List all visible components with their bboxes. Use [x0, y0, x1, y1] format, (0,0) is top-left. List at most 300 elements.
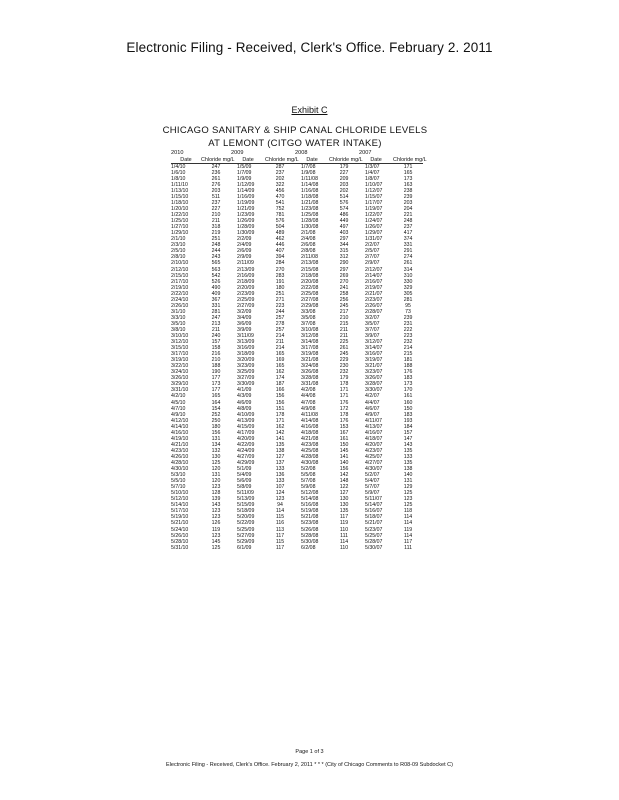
date-cell: 5/12/10 — [171, 496, 189, 503]
chloride-cell: 315 — [339, 248, 349, 255]
chloride-cell: 130 — [211, 453, 221, 460]
chloride-cell: 232 — [403, 339, 413, 346]
chloride-cell: 752 — [275, 206, 285, 213]
date-cell: 4/9/07 — [365, 411, 380, 418]
date-cell: 5/10/10 — [171, 490, 189, 497]
chloride-cell: 139 — [211, 496, 221, 503]
page-number: Page 1 of 3 — [295, 749, 324, 755]
date-cell: 5/5/10 — [171, 478, 186, 485]
chloride-cell: 135 — [403, 447, 413, 454]
chloride-cell: 511 — [211, 193, 221, 200]
date-cell: 2/22/10 — [171, 290, 189, 297]
chloride-cell: 156 — [275, 399, 285, 406]
date-cell: 5/17/10 — [171, 508, 189, 515]
chloride-cell: 179 — [339, 375, 349, 382]
date-cell: 4/3/09 — [237, 393, 252, 400]
date-cell: 4/27/09 — [237, 453, 255, 460]
date-cell: 3/30/09 — [237, 381, 255, 388]
chloride-cell: 114 — [403, 514, 413, 521]
chloride-cell: 176 — [339, 417, 349, 424]
chloride-cell: 127 — [275, 453, 285, 460]
date-cell: 2/7/07 — [365, 254, 380, 261]
chloride-cell: 143 — [211, 502, 221, 509]
date-cell: 4/30/10 — [171, 466, 189, 473]
chloride-cell: 417 — [403, 230, 413, 237]
chloride-cell: 210 — [339, 314, 349, 321]
chloride-cell: 193 — [403, 417, 413, 424]
chloride-cell: 163 — [403, 181, 413, 188]
chloride-cell: 125 — [403, 502, 413, 509]
date-cell: 1/22/07 — [365, 212, 383, 219]
col-chloride-2008: Chloride mg/L — [329, 156, 363, 163]
chloride-cell: 240 — [211, 333, 221, 340]
chloride-cell: 110 — [339, 526, 349, 533]
date-cell: 3/7/08 — [301, 320, 316, 327]
chloride-cell: 123 — [275, 496, 285, 503]
date-cell: 3/6/09 — [237, 320, 252, 327]
date-cell: 1/4/10 — [171, 163, 186, 170]
date-cell: 2/15/10 — [171, 272, 189, 279]
date-cell: 5/14/10 — [171, 502, 189, 509]
chloride-cell: 129 — [403, 484, 413, 491]
date-cell: 4/18/07 — [365, 435, 383, 442]
date-cell: 5/6/09 — [237, 478, 252, 485]
date-cell: 5/5/08 — [301, 472, 316, 479]
col-date-2010: Date — [180, 156, 192, 163]
date-cell: 4/18/08 — [301, 429, 319, 436]
chloride-cell: 229 — [339, 357, 349, 364]
date-cell: 5/20/09 — [237, 514, 255, 521]
date-cell: 4/14/10 — [171, 423, 189, 430]
date-cell: 2/16/09 — [237, 272, 255, 279]
chloride-cell: 322 — [275, 181, 285, 188]
date-cell: 3/24/08 — [301, 363, 319, 370]
date-cell: 5/11/09 — [237, 490, 254, 497]
chloride-cell: 131 — [211, 472, 221, 479]
chloride-cell: 173 — [403, 381, 413, 388]
date-cell: 2/21/07 — [365, 290, 383, 297]
date-cell: 3/13/09 — [237, 339, 255, 346]
date-cell: 1/13/10 — [171, 187, 189, 194]
date-cell: 3/12/10 — [171, 339, 189, 346]
chloride-cell: 291 — [403, 248, 413, 255]
date-cell: 4/23/10 — [171, 447, 189, 454]
date-cell: 4/25/07 — [365, 453, 383, 460]
chloride-cell: 576 — [275, 218, 285, 225]
date-cell: 2/18/09 — [237, 278, 255, 285]
date-cell: 1/23/09 — [237, 212, 255, 219]
date-cell: 2/22/08 — [301, 284, 319, 291]
chloride-cell: 278 — [275, 320, 285, 327]
chloride-cell: 156 — [339, 466, 349, 473]
chloride-cell: 147 — [403, 435, 413, 442]
date-cell: 4/16/08 — [301, 423, 319, 430]
date-cell: 3/12/08 — [301, 333, 319, 340]
date-cell: 2/15/08 — [301, 266, 319, 273]
date-cell: 4/27/07 — [365, 460, 383, 466]
date-cell: 2/5/10 — [171, 248, 186, 255]
date-cell: 5/2/08 — [301, 466, 316, 473]
date-cell: 4/2/07 — [365, 393, 380, 400]
chloride-cell: 227 — [339, 169, 349, 176]
chloride-cell: 180 — [211, 423, 221, 430]
date-cell: 3/28/07 — [365, 381, 383, 388]
date-cell: 4/6/07 — [365, 405, 380, 412]
date-cell: 2/17/10 — [171, 278, 189, 285]
col-date-2008: Date — [306, 156, 318, 163]
chloride-cell: 184 — [403, 423, 413, 430]
date-cell: 3/21/08 — [301, 357, 319, 364]
chloride-cell: 331 — [211, 302, 221, 309]
date-cell: 1/11/10 — [171, 181, 188, 188]
date-cell: 4/16/07 — [365, 429, 383, 436]
chloride-cell: 178 — [275, 411, 285, 418]
chloride-cell: 123 — [211, 508, 221, 515]
exhibit-label: Exhibit C — [291, 105, 328, 115]
date-cell: 3/10/10 — [171, 333, 189, 340]
chloride-cell: 248 — [211, 242, 221, 249]
chloride-cell: 781 — [275, 212, 285, 219]
chloride-cell: 183 — [403, 411, 413, 418]
chloride-cell: 125 — [211, 544, 221, 551]
chloride-cell: 156 — [211, 429, 221, 436]
date-cell: 5/8/09 — [237, 484, 252, 491]
date-cell: 1/4/07 — [365, 169, 380, 176]
date-cell: 5/31/10 — [171, 544, 189, 551]
chloride-cell: 245 — [339, 302, 349, 309]
chloride-cell: 162 — [275, 423, 285, 430]
chloride-cell: 126 — [211, 520, 221, 527]
chloride-cell: 123 — [211, 484, 221, 491]
date-cell: 3/28/08 — [301, 375, 319, 382]
chloride-cell: 171 — [275, 417, 285, 424]
chloride-cell: 111 — [340, 532, 348, 539]
date-cell: 5/27/09 — [237, 532, 255, 539]
chloride-cell: 563 — [211, 266, 221, 273]
col-chloride-2009: Chloride mg/L — [265, 156, 299, 163]
chloride-cell: 134 — [211, 441, 221, 448]
chloride-cell: 271 — [275, 296, 285, 303]
chloride-cell: 165 — [275, 363, 285, 370]
chloride-cell: 211 — [339, 333, 349, 340]
date-cell: 4/7/10 — [171, 405, 186, 412]
chloride-cell: 204 — [403, 206, 413, 213]
chloride-cell: 120 — [211, 478, 221, 485]
chloride-cell: 248 — [403, 218, 413, 225]
date-cell: 4/2/10 — [171, 393, 186, 400]
chloride-cell: 374 — [403, 236, 413, 243]
chloride-cell: 119 — [403, 526, 413, 533]
chloride-cell: 142 — [275, 429, 285, 436]
date-cell: 2/2/09 — [237, 236, 252, 243]
chloride-cell: 244 — [275, 308, 285, 315]
table-title — [160, 124, 430, 150]
chloride-cell: 136 — [275, 472, 285, 479]
chloride-cell: 160 — [403, 399, 413, 406]
chloride-cell: 211 — [211, 218, 221, 225]
chloride-cell: 284 — [275, 260, 285, 267]
date-cell: 2/1/10 — [171, 236, 186, 243]
chloride-cell: 138 — [403, 466, 413, 473]
date-cell: 4/25/08 — [301, 447, 319, 454]
chloride-cell: 115 — [275, 538, 285, 545]
date-cell: 1/11/08 — [301, 175, 318, 182]
date-cell: 5/24/10 — [171, 526, 189, 533]
date-cell: 4/29/09 — [237, 460, 255, 466]
date-cell: 2/4/08 — [301, 236, 316, 243]
chloride-cell: 409 — [211, 290, 221, 297]
date-cell: 5/14/07 — [365, 502, 383, 509]
date-cell: 1/27/10 — [171, 224, 189, 231]
date-cell: 5/30/07 — [365, 544, 383, 551]
date-cell: 4/11/07 — [365, 417, 382, 424]
date-cell: 5/16/07 — [365, 508, 383, 515]
date-cell: 3/26/07 — [365, 375, 383, 382]
date-cell: 2/8/08 — [301, 248, 316, 255]
date-cell: 4/28/08 — [301, 453, 319, 460]
chloride-cell: 176 — [339, 399, 349, 406]
date-cell: 5/4/07 — [365, 478, 380, 485]
date-cell: 5/11/07 — [365, 496, 382, 503]
date-cell: 4/20/09 — [237, 435, 255, 442]
chloride-cell: 137 — [275, 460, 285, 466]
chloride-cell: 130 — [339, 502, 349, 509]
chloride-cell: 283 — [275, 272, 285, 279]
chloride-cell: 223 — [275, 302, 285, 309]
date-cell: 3/12/07 — [365, 339, 383, 346]
date-cell: 1/29/07 — [365, 230, 383, 237]
chloride-cell: 171 — [339, 387, 349, 394]
chloride-cell: 138 — [275, 447, 285, 454]
chloride-cell: 95 — [405, 302, 411, 309]
chloride-cell: 210 — [211, 212, 221, 219]
date-cell: 2/27/08 — [301, 296, 319, 303]
date-cell: 3/15/10 — [171, 345, 189, 352]
date-cell: 2/18/08 — [301, 272, 319, 279]
date-cell: 3/3/08 — [301, 308, 316, 315]
date-cell: 3/17/10 — [171, 351, 189, 358]
chloride-cell: 202 — [339, 187, 349, 194]
chloride-cell: 231 — [403, 320, 413, 327]
chloride-cell: 213 — [211, 320, 221, 327]
chloride-cell: 94 — [277, 502, 283, 509]
chloride-cell: 148 — [339, 478, 349, 485]
date-cell: 5/18/09 — [237, 508, 255, 515]
date-cell: 5/25/07 — [365, 532, 383, 539]
date-cell: 3/14/07 — [365, 345, 383, 352]
chloride-cell: 222 — [403, 326, 413, 333]
chloride-cell: 297 — [339, 236, 349, 243]
chloride-cell: 403 — [339, 230, 349, 237]
date-cell: 1/5/09 — [237, 163, 252, 170]
date-cell: 4/10/09 — [237, 411, 255, 418]
chloride-cell: 290 — [339, 260, 349, 267]
chloride-cell: 135 — [339, 508, 349, 515]
chloride-cell: 215 — [339, 320, 349, 327]
chloride-cell: 243 — [211, 254, 221, 261]
chloride-cell: 145 — [211, 538, 221, 545]
chloride-cell: 270 — [339, 278, 349, 285]
date-cell: 3/16/07 — [365, 351, 383, 358]
date-cell: 4/24/09 — [237, 447, 255, 454]
date-cell: 5/23/07 — [365, 526, 383, 533]
chloride-cell: 123 — [211, 532, 221, 539]
date-cell: 4/15/09 — [237, 423, 255, 430]
chloride-cell: 274 — [403, 254, 413, 261]
chloride-cell: 310 — [403, 272, 413, 279]
chloride-cell: 107 — [275, 484, 285, 491]
chloride-cell: 161 — [403, 393, 413, 400]
date-cell: 1/12/07 — [365, 187, 383, 194]
date-cell: 2/5/07 — [365, 248, 380, 255]
chloride-cell: 131 — [211, 435, 221, 442]
date-cell: 4/21/10 — [171, 441, 189, 448]
date-cell: 5/16/08 — [301, 502, 319, 509]
date-cell: 3/19/07 — [365, 357, 383, 364]
chloride-cell: 111 — [404, 544, 412, 551]
chloride-cell: 117 — [275, 544, 285, 551]
date-cell: 2/3/10 — [171, 242, 186, 249]
chloride-cell: 154 — [211, 405, 221, 412]
chloride-cell: 178 — [339, 411, 349, 418]
date-cell: 5/7/07 — [365, 484, 380, 491]
chloride-cell: 123 — [211, 514, 221, 521]
chloride-cell: 449 — [339, 218, 349, 225]
chloride-cell: 115 — [275, 514, 285, 521]
date-cell: 4/6/09 — [237, 399, 252, 406]
chloride-cell: 225 — [339, 339, 349, 346]
date-cell: 3/21/07 — [365, 363, 383, 370]
chloride-cell: 125 — [211, 460, 221, 466]
date-cell: 2/24/10 — [171, 296, 189, 303]
date-cell: 2/25/09 — [237, 296, 255, 303]
chloride-cell: 188 — [211, 363, 221, 370]
date-cell: 4/28/10 — [171, 460, 189, 466]
col-chloride-2010: Chloride mg/L — [201, 156, 235, 163]
date-cell: 1/22/10 — [171, 212, 189, 219]
date-cell: 5/26/08 — [301, 526, 319, 533]
chloride-cell: 312 — [339, 254, 349, 261]
date-cell: 3/22/10 — [171, 363, 189, 370]
chloride-cell: 216 — [211, 351, 221, 358]
date-cell: 4/9/08 — [301, 405, 316, 412]
chloride-cell: 150 — [403, 405, 413, 412]
date-cell: 4/8/09 — [237, 405, 252, 412]
chloride-cell: 329 — [403, 284, 413, 291]
chloride-cell: 203 — [403, 199, 413, 206]
chloride-cell: 251 — [275, 290, 285, 297]
chloride-cell: 123 — [403, 496, 413, 503]
date-cell: 2/2/07 — [365, 242, 380, 249]
date-cell: 2/4/09 — [237, 242, 252, 249]
date-cell: 3/5/10 — [171, 320, 186, 327]
chloride-cell: 236 — [211, 169, 221, 176]
date-cell: 4/9/10 — [171, 411, 186, 418]
date-cell: 5/7/10 — [171, 484, 186, 491]
date-cell: 3/31/08 — [301, 381, 319, 388]
chloride-cell: 470 — [275, 193, 285, 200]
chloride-cell: 344 — [339, 242, 349, 249]
chloride-cell: 270 — [275, 266, 285, 273]
chloride-cell: 171 — [403, 163, 413, 170]
date-cell: 5/21/10 — [171, 520, 189, 527]
chloride-cell: 113 — [275, 526, 285, 533]
chloride-cell: 179 — [339, 163, 349, 170]
date-cell: 1/30/08 — [301, 224, 319, 231]
chloride-cell: 257 — [275, 314, 285, 321]
chloride-cell: 223 — [403, 333, 413, 340]
date-cell: 2/12/07 — [365, 266, 383, 273]
date-cell: 1/21/09 — [237, 206, 255, 213]
title-line-1: CHICAGO SANITARY & SHIP CANAL CHLORIDE LEVELS — [162, 125, 428, 136]
date-cell: 5/28/10 — [171, 538, 189, 545]
chloride-cell: 211 — [211, 326, 221, 333]
date-cell: 3/26/08 — [301, 369, 319, 376]
chloride-cell: 190 — [211, 369, 221, 376]
chloride-cell: 135 — [275, 441, 285, 448]
date-cell: 3/8/10 — [171, 326, 186, 333]
chloride-cell: 287 — [275, 163, 285, 170]
chloride-cell: 165 — [211, 393, 221, 400]
chloride-cell: 241 — [339, 284, 349, 291]
date-cell: 4/23/07 — [365, 447, 383, 454]
chloride-cell: 161 — [339, 435, 349, 442]
chloride-cell: 171 — [339, 393, 349, 400]
date-cell: 4/17/09 — [237, 429, 255, 436]
chloride-cell: 219 — [211, 230, 221, 237]
chloride-cell: 122 — [339, 484, 349, 491]
date-cell: 4/23/08 — [301, 441, 319, 448]
col-date-2007: Date — [370, 156, 382, 163]
chloride-cell: 151 — [275, 405, 285, 412]
date-cell: 5/28/08 — [301, 532, 319, 539]
date-cell: 3/18/09 — [237, 351, 255, 358]
date-cell: 1/14/08 — [301, 181, 319, 188]
year-2007: 2007 — [359, 150, 372, 156]
date-cell: 4/2/08 — [301, 387, 316, 394]
date-cell: 5/19/08 — [301, 508, 319, 515]
chloride-cell: 257 — [275, 326, 285, 333]
date-cell: 1/19/07 — [365, 206, 383, 213]
date-cell: 4/20/07 — [365, 441, 383, 448]
chloride-cell: 245 — [339, 351, 349, 358]
date-cell: 5/30/08 — [301, 538, 319, 545]
chloride-cell: 318 — [211, 224, 221, 231]
date-cell: 3/19/08 — [301, 351, 319, 358]
chloride-cell: 514 — [339, 193, 349, 200]
date-cell: 3/4/09 — [237, 314, 252, 321]
chloride-cell: 490 — [211, 284, 221, 291]
date-cell: 2/19/07 — [365, 284, 383, 291]
chloride-cell: 174 — [275, 375, 285, 382]
chloride-cell: 173 — [211, 381, 221, 388]
chloride-cell: 127 — [339, 490, 349, 497]
chloride-cell: 131 — [403, 478, 413, 485]
date-cell: 3/23/09 — [237, 363, 255, 370]
date-cell: 1/19/09 — [237, 199, 255, 206]
chloride-cell: 132 — [211, 447, 221, 454]
chloride-cell: 247 — [211, 314, 221, 321]
date-cell: 4/14/08 — [301, 417, 319, 424]
chloride-cell: 157 — [403, 429, 413, 436]
date-cell: 2/8/10 — [171, 254, 186, 261]
chloride-cell: 153 — [339, 423, 349, 430]
date-cell: 3/5/07 — [365, 320, 380, 327]
date-cell: 1/14/09 — [237, 187, 255, 194]
date-cell: 5/13/09 — [237, 496, 255, 503]
date-cell: 5/9/08 — [301, 484, 316, 491]
chloride-cell: 576 — [339, 199, 349, 206]
